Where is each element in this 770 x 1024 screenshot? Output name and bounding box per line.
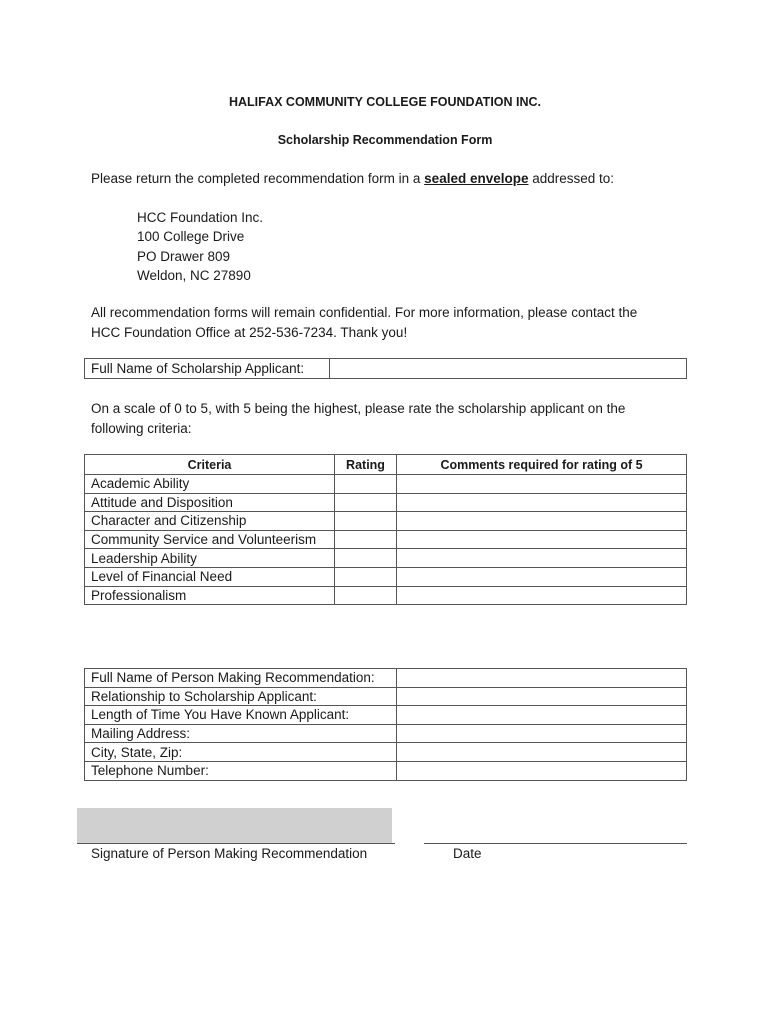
recommender-field-label: City, State, Zip: bbox=[85, 743, 397, 762]
address-line-2: 100 College Drive bbox=[137, 229, 245, 245]
address-line-4: Weldon, NC 27890 bbox=[137, 267, 251, 283]
table-row bbox=[85, 761, 687, 780]
confidentiality-line-2: HCC Foundation Office at 252-536-7234. Thank you! bbox=[91, 324, 408, 340]
recommender-field-label: Telephone Number: bbox=[85, 761, 397, 780]
applicant-name-label: Full Name of Scholarship Applicant: bbox=[85, 359, 330, 379]
comments-field[interactable] bbox=[397, 586, 687, 605]
rating-field[interactable] bbox=[335, 530, 397, 549]
signature-label: Signature of Person Making Recommendation bbox=[91, 846, 368, 861]
criteria-label: Community Service and Volunteerism bbox=[85, 530, 335, 549]
confidentiality-line-1: All recommendation forms will remain confidential. For more information, please contact the bbox=[91, 305, 638, 320]
criteria-header-row bbox=[85, 455, 687, 475]
form-title: Scholarship Recommendation Form bbox=[277, 133, 493, 147]
rating-instructions-line-1: On a scale of 0 to 5, with 5 being the highest, please rate the scholarship applicant on the bbox=[91, 401, 626, 416]
rating-instructions-line-2: following criteria: bbox=[91, 420, 192, 436]
criteria-label: Character and Citizenship bbox=[85, 512, 335, 531]
telephone-field[interactable] bbox=[397, 761, 687, 780]
table-row bbox=[85, 724, 687, 743]
table-row bbox=[85, 530, 687, 549]
criteria-label: Academic Ability bbox=[85, 475, 335, 494]
recommender-name-field[interactable] bbox=[397, 669, 687, 688]
relationship-field[interactable] bbox=[397, 687, 687, 706]
return-instructions bbox=[91, 171, 614, 186]
time-known-field[interactable] bbox=[397, 706, 687, 725]
recommender-info-table bbox=[84, 668, 687, 781]
date-label: Date bbox=[453, 846, 482, 861]
criteria-label: Leadership Ability bbox=[85, 549, 335, 568]
sealed-envelope-emphasis: sealed envelope bbox=[424, 171, 529, 186]
table-row bbox=[85, 706, 687, 725]
rating-field[interactable] bbox=[335, 475, 397, 494]
confidentiality-note bbox=[91, 303, 691, 342]
address-line-3: PO Drawer 809 bbox=[137, 248, 231, 264]
form-org-title: HALIFAX COMMUNITY COLLEGE FOUNDATION INC. bbox=[228, 95, 542, 109]
criteria-column-header: Criteria bbox=[85, 455, 335, 475]
table-row bbox=[85, 567, 687, 586]
comments-field[interactable] bbox=[397, 512, 687, 531]
signature-field[interactable] bbox=[77, 808, 392, 844]
table-row bbox=[85, 549, 687, 568]
rating-field[interactable] bbox=[335, 567, 397, 586]
comments-column-header: Comments required for rating of 5 bbox=[397, 455, 687, 475]
recommender-field-label: Relationship to Scholarship Applicant: bbox=[85, 687, 397, 706]
rating-field[interactable] bbox=[335, 586, 397, 605]
criteria-label: Level of Financial Need bbox=[85, 567, 335, 586]
table-row bbox=[85, 475, 687, 494]
criteria-label: Professionalism bbox=[85, 586, 335, 605]
instructions-text-start: Please return the completed recommendation form in a bbox=[91, 171, 425, 186]
recommender-field-label: Length of Time You Have Known Applicant: bbox=[85, 706, 397, 725]
applicant-name-table bbox=[84, 358, 687, 379]
recommender-field-label: Full Name of Person Making Recommendation: bbox=[85, 669, 397, 688]
criteria-rating-table bbox=[84, 454, 687, 605]
comments-field[interactable] bbox=[397, 493, 687, 512]
rating-field[interactable] bbox=[335, 493, 397, 512]
applicant-name-row bbox=[85, 359, 687, 379]
table-row bbox=[85, 687, 687, 706]
comments-field[interactable] bbox=[397, 549, 687, 568]
rating-field[interactable] bbox=[335, 512, 397, 531]
comments-field[interactable] bbox=[397, 567, 687, 586]
criteria-label: Attitude and Disposition bbox=[85, 493, 335, 512]
recommender-field-label: Mailing Address: bbox=[85, 724, 397, 743]
instructions-text-end: addressed to: bbox=[528, 171, 615, 186]
comments-field[interactable] bbox=[397, 475, 687, 494]
address-line-1: HCC Foundation Inc. bbox=[137, 210, 264, 225]
mailing-address-field[interactable] bbox=[397, 724, 687, 743]
table-row bbox=[85, 586, 687, 605]
table-row bbox=[85, 743, 687, 762]
rating-field[interactable] bbox=[335, 549, 397, 568]
applicant-name-field[interactable] bbox=[330, 359, 687, 379]
comments-field[interactable] bbox=[397, 530, 687, 549]
table-row bbox=[85, 669, 687, 688]
rating-instructions bbox=[91, 399, 691, 438]
table-row bbox=[85, 512, 687, 531]
city-state-zip-field[interactable] bbox=[397, 743, 687, 762]
rating-column-header: Rating bbox=[335, 455, 397, 475]
signature-line bbox=[77, 843, 395, 844]
table-row bbox=[85, 493, 687, 512]
mailing-address-block bbox=[137, 208, 263, 285]
date-line[interactable] bbox=[424, 843, 687, 844]
